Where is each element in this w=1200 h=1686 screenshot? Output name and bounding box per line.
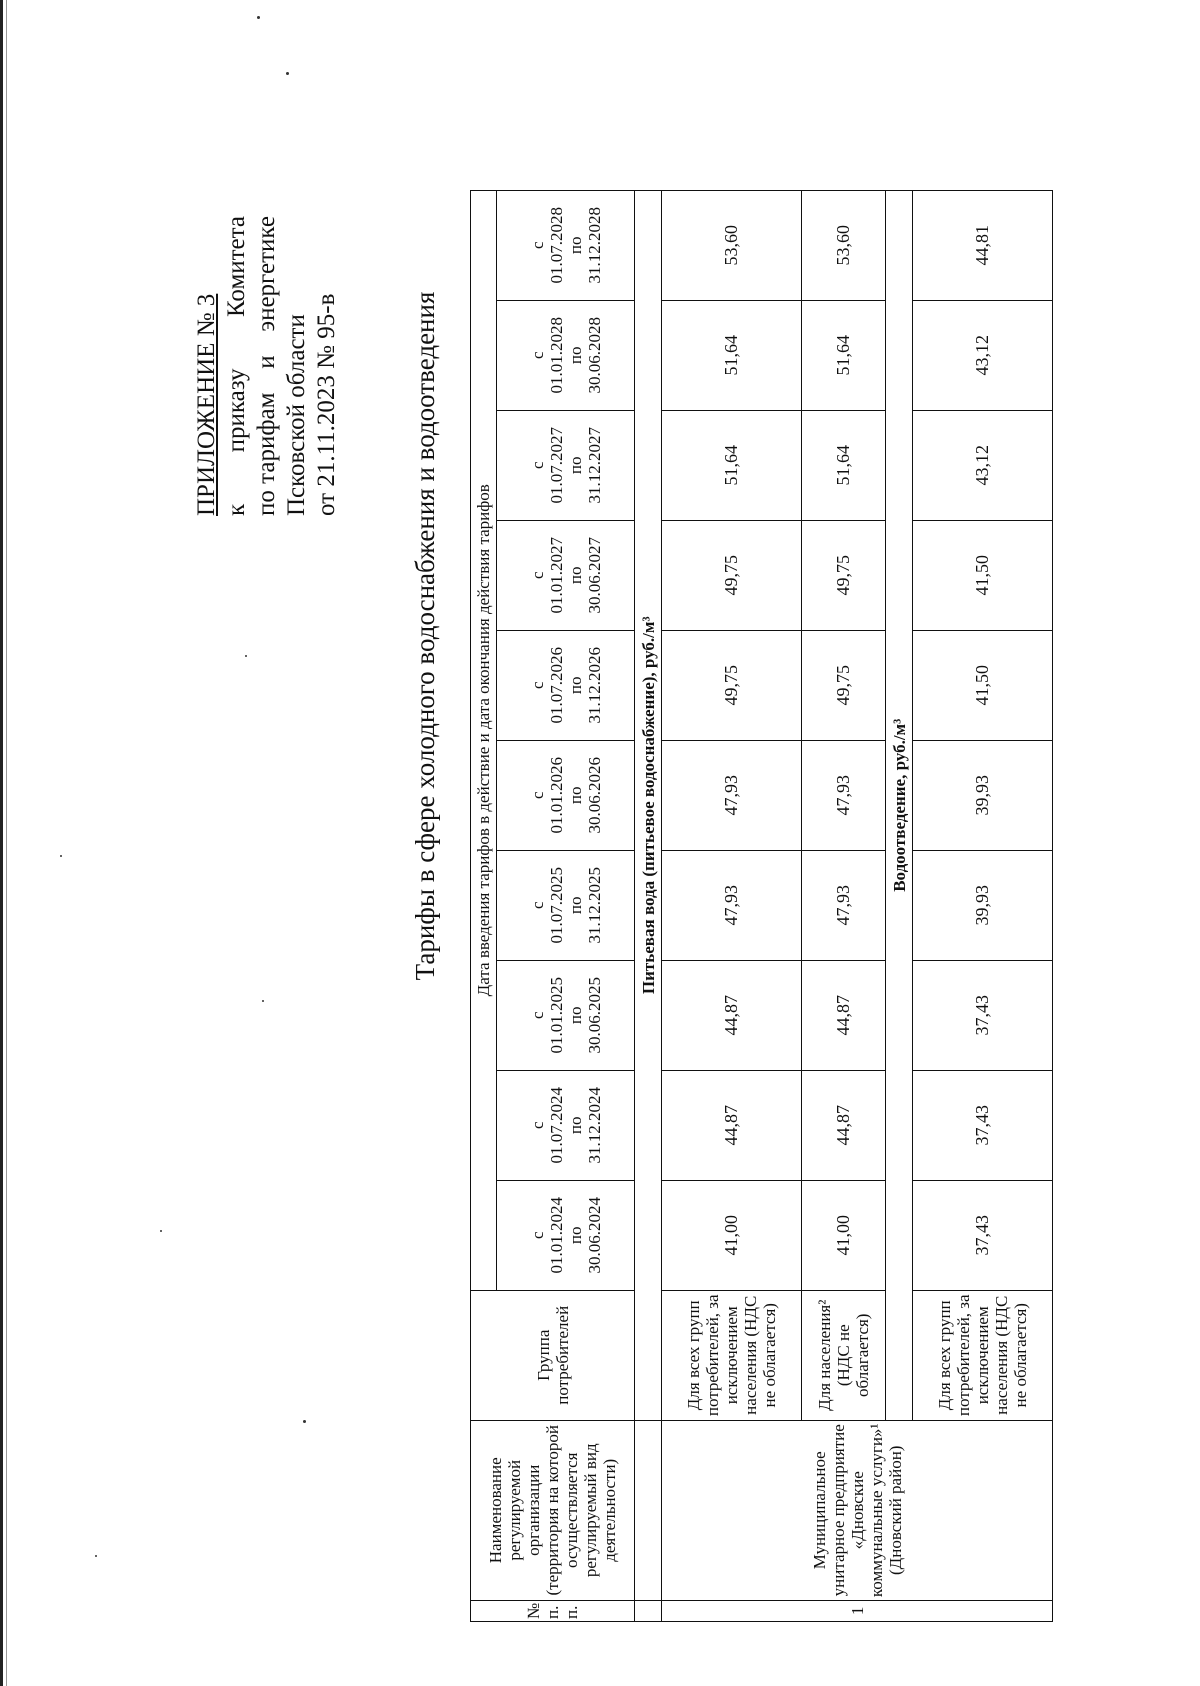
- row-number: 1: [662, 1600, 1053, 1621]
- tariff-value: 47,93: [802, 850, 886, 960]
- tariff-table: [470, 190, 1053, 1622]
- appendix-word: к: [223, 503, 250, 516]
- tariff-value: 51,64: [662, 300, 802, 410]
- tariff-value: 41,00: [802, 1180, 886, 1290]
- period-end: 31.12.2024: [584, 1087, 604, 1164]
- tariff-value: 53,60: [802, 190, 886, 300]
- appendix-region: Псковской области: [283, 314, 310, 516]
- period-start: 01.01.2028: [546, 317, 566, 394]
- tariff-value: 41,50: [913, 520, 1053, 630]
- tariff-value: 44,81: [913, 190, 1053, 300]
- period-end: 31.12.2027: [584, 427, 604, 504]
- document-title: Тарифы в сфере холодного водоснабжения и водоотведения: [410, 291, 440, 981]
- appendix-block: [192, 216, 342, 516]
- tariff-value: 44,87: [662, 1070, 802, 1180]
- period-to: по: [565, 1006, 585, 1025]
- tariff-value: 49,75: [802, 520, 886, 630]
- period-to: по: [565, 1116, 585, 1135]
- period-header-cell: [497, 630, 635, 740]
- tariff-value: 43,12: [913, 410, 1053, 520]
- period-start: 01.07.2024: [546, 1087, 566, 1164]
- period-from: с: [527, 461, 547, 470]
- appendix-date: от 21.11.2023 № 95-в: [313, 293, 340, 516]
- period-to: по: [565, 236, 585, 255]
- period-start: 01.07.2026: [546, 647, 566, 724]
- section-drinking-water: Питьевая вода (питьевое водоснабжение), руб./м³: [635, 190, 662, 1420]
- tariff-value: 49,75: [802, 630, 886, 740]
- tariff-value: 37,43: [913, 1180, 1053, 1290]
- period-header-cell: [497, 410, 635, 520]
- tariff-value: 44,87: [802, 1070, 886, 1180]
- tariff-value: 39,93: [913, 850, 1053, 960]
- period-from: с: [527, 901, 547, 910]
- section-wastewater: Водоотведение, руб./м³: [886, 190, 913, 1420]
- period-from: с: [527, 1011, 547, 1020]
- period-end: 30.06.2025: [584, 977, 604, 1054]
- period-start: 01.01.2027: [546, 537, 566, 614]
- appendix-word: и: [253, 355, 280, 369]
- consumer-group-all: Для всех групп потребителей, за исключением населения (НДС не облагается): [913, 1290, 1053, 1420]
- tariff-value: 53,60: [662, 190, 802, 300]
- period-from: с: [527, 351, 547, 360]
- period-to: по: [565, 786, 585, 805]
- organization-name: Муниципальное унитарное предприятие «Дновские коммунальные услуги»¹ (Дновский район): [662, 1420, 1053, 1600]
- tariff-value: 47,93: [662, 740, 802, 850]
- period-to: по: [565, 456, 585, 475]
- period-to: по: [565, 896, 585, 915]
- period-from: с: [527, 681, 547, 690]
- consumer-group-all: Для всех групп потребителей, за исключением населения (НДС не облагается): [662, 1290, 802, 1420]
- period-from: с: [527, 571, 547, 580]
- tariff-value: 51,64: [802, 410, 886, 520]
- period-header-cell: [497, 1180, 635, 1290]
- period-start: 01.07.2025: [546, 867, 566, 944]
- period-from: с: [527, 1231, 547, 1240]
- tariff-value: 37,43: [913, 1070, 1053, 1180]
- period-end: 31.12.2025: [584, 867, 604, 944]
- period-to: по: [565, 346, 585, 365]
- appendix-number: ПРИЛОЖЕНИЕ № 3: [193, 293, 220, 516]
- tariff-value: 51,64: [802, 300, 886, 410]
- period-from: с: [527, 791, 547, 800]
- period-start: 01.07.2027: [546, 427, 566, 504]
- period-end: 31.12.2026: [584, 647, 604, 724]
- period-header-cell: [497, 740, 635, 850]
- period-to: по: [565, 1226, 585, 1245]
- period-end: 30.06.2026: [584, 757, 604, 834]
- tariff-value: 49,75: [662, 630, 802, 740]
- tariff-value: 51,64: [662, 410, 802, 520]
- period-header-cell: [497, 960, 635, 1070]
- period-header-cell: [497, 190, 635, 300]
- tariff-value: 39,93: [913, 740, 1053, 850]
- period-start: 01.01.2025: [546, 977, 566, 1054]
- header-tariff-dates: Дата введения тарифов в действие и дата окончания действия тарифов: [471, 190, 497, 1290]
- period-from: с: [527, 1121, 547, 1130]
- period-from: с: [527, 241, 547, 250]
- period-header-cell: [497, 300, 635, 410]
- period-to: по: [565, 566, 585, 585]
- period-start: 01.01.2024: [546, 1197, 566, 1274]
- tariff-value: 41,50: [913, 630, 1053, 740]
- tariff-value: 49,75: [662, 520, 802, 630]
- appendix-word: по тарифам: [253, 392, 280, 516]
- consumer-group-population: Для населения² (НДС не облагается): [802, 1290, 886, 1420]
- appendix-line-3: [252, 216, 282, 516]
- appendix-word: приказу: [223, 368, 250, 453]
- header-consumer-group: Группа потребителей: [471, 1290, 635, 1420]
- tariff-value: 47,93: [802, 740, 886, 850]
- section-empty-cell: [635, 1420, 662, 1600]
- period-start: 01.01.2026: [546, 757, 566, 834]
- tariff-value: 37,43: [913, 960, 1053, 1070]
- tariff-value: 44,87: [802, 960, 886, 1070]
- tariff-value: 41,00: [662, 1180, 802, 1290]
- appendix-word: Комитета: [223, 216, 250, 318]
- period-header-cell: [497, 850, 635, 960]
- period-header-cell: [497, 520, 635, 630]
- tariff-value: 44,87: [662, 960, 802, 1070]
- period-start: 01.07.2028: [546, 207, 566, 284]
- period-end: 30.06.2027: [584, 537, 604, 614]
- header-number: № п. п.: [471, 1600, 635, 1621]
- appendix-word: энергетике: [253, 216, 280, 332]
- tariff-value: 47,93: [662, 850, 802, 960]
- period-end: 30.06.2024: [584, 1197, 604, 1274]
- period-to: по: [565, 676, 585, 695]
- tariff-value: 43,12: [913, 300, 1053, 410]
- period-end: 30.06.2028: [584, 317, 604, 394]
- section-empty-cell: [635, 1600, 662, 1621]
- period-end: 31.12.2028: [584, 207, 604, 284]
- header-organization: Наименование регулируемой организации (территория на которой осуществляется регулируемый вид деятельности): [471, 1420, 635, 1600]
- appendix-line-2: [222, 216, 252, 516]
- period-header-cell: [497, 1070, 635, 1180]
